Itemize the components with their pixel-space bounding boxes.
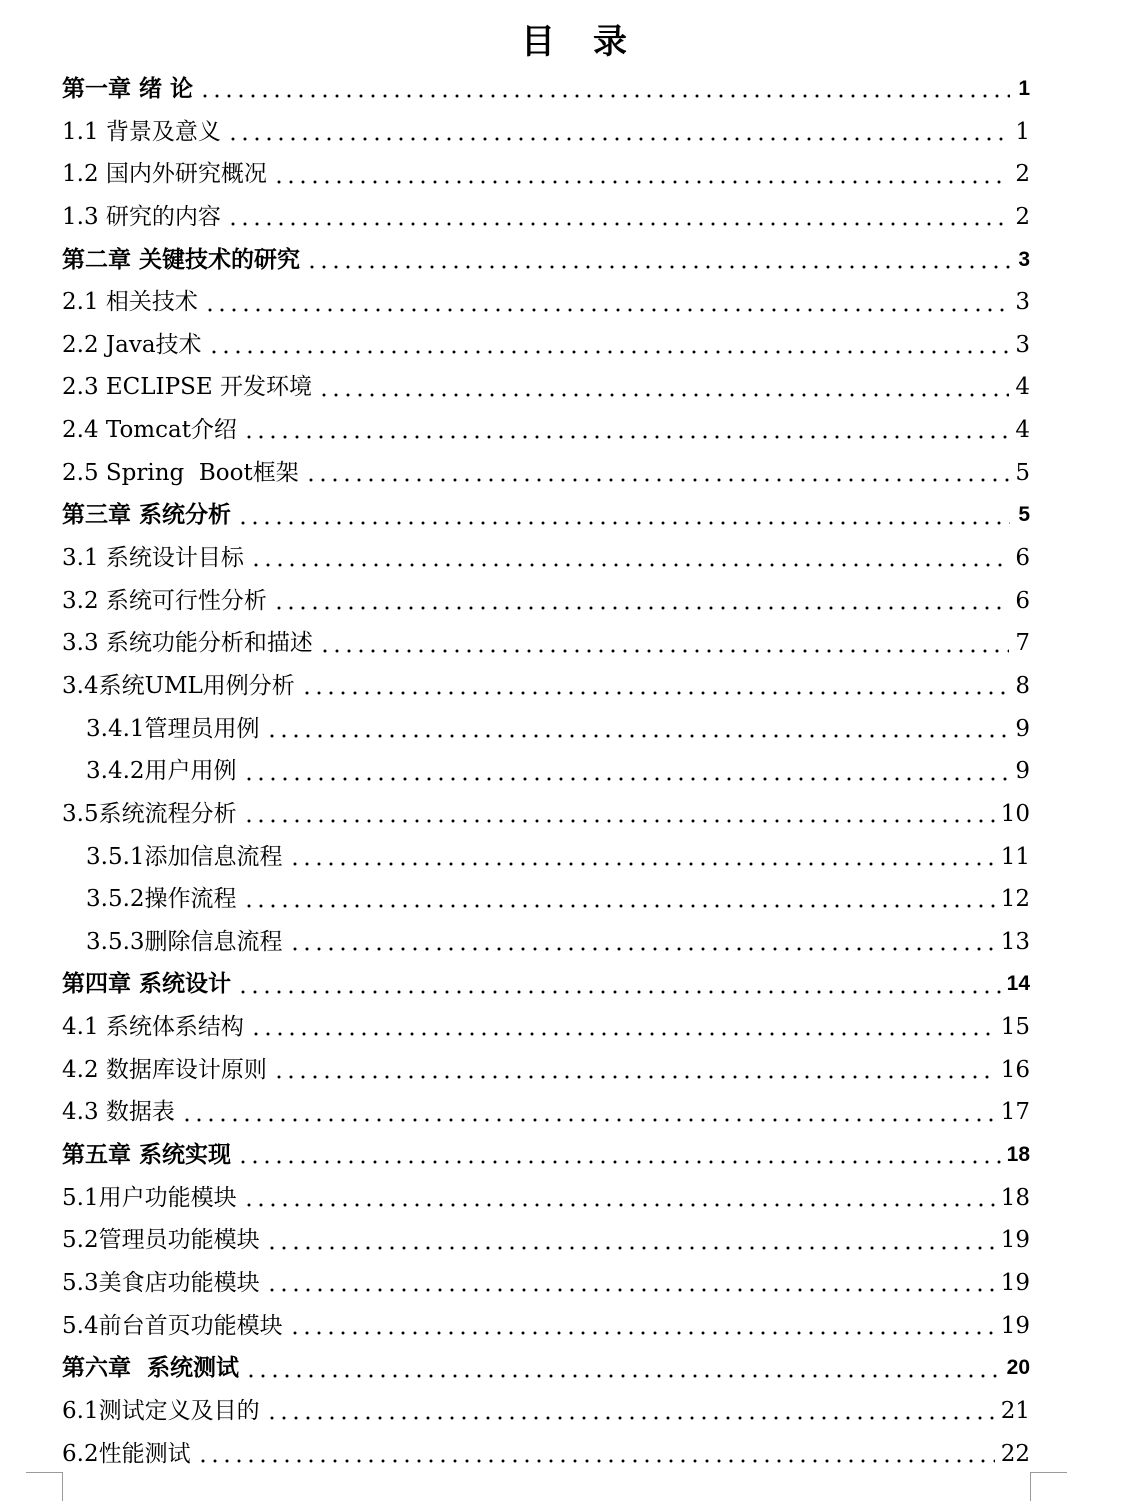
toc-entry[interactable] bbox=[62, 878, 1030, 921]
dot-leader bbox=[250, 563, 1009, 567]
dot-leader bbox=[243, 777, 1010, 781]
toc-entry-title: 3.5系统流程分析 bbox=[62, 800, 237, 827]
toc-entry-title: 3.4.2用户用例 bbox=[86, 758, 237, 785]
toc-entry-page: 10 bbox=[1000, 800, 1030, 827]
toc-entry-page: 6 bbox=[1015, 545, 1030, 572]
toc-entry[interactable] bbox=[62, 1091, 1030, 1134]
toc-entry[interactable] bbox=[62, 324, 1030, 367]
toc-entry-page: 8 bbox=[1015, 672, 1030, 699]
toc-entry[interactable] bbox=[62, 836, 1030, 879]
dot-leader bbox=[306, 265, 1010, 269]
toc-entry-page: 2 bbox=[1015, 203, 1030, 230]
dot-leader bbox=[266, 734, 1010, 738]
toc-entry[interactable] bbox=[62, 537, 1030, 580]
toc-entry[interactable] bbox=[62, 494, 1030, 537]
toc-entry-title: 2.5 Spring Boot框架 bbox=[62, 459, 299, 486]
toc-entry-title: 5.2管理员功能模块 bbox=[62, 1227, 260, 1254]
toc-entry-title: 1.2 国内外研究概况 bbox=[62, 161, 267, 188]
dot-leader bbox=[208, 350, 1010, 354]
toc-entry-title: 3.5.2操作流程 bbox=[86, 886, 237, 913]
toc-entry-page: 11 bbox=[1000, 843, 1030, 870]
toc-entry-title: 3.1 系统设计目标 bbox=[62, 545, 244, 572]
toc-entry-page: 7 bbox=[1015, 630, 1030, 657]
toc-entry-title: 3.2 系统可行性分析 bbox=[62, 587, 267, 614]
toc-entry[interactable] bbox=[62, 111, 1030, 154]
page-title: 目录 bbox=[521, 22, 665, 62]
toc-entry[interactable] bbox=[62, 921, 1030, 964]
toc-entry[interactable] bbox=[62, 196, 1030, 239]
toc-entry[interactable] bbox=[62, 708, 1030, 751]
dot-leader bbox=[237, 521, 1010, 525]
toc-entry-title: 第一章 绪 论 bbox=[62, 76, 194, 102]
toc-entry-title: 5.3美食店功能模块 bbox=[62, 1269, 260, 1296]
dot-leader bbox=[243, 435, 1009, 439]
toc-entry[interactable] bbox=[62, 409, 1030, 452]
toc-entry-page: 17 bbox=[1000, 1099, 1030, 1126]
toc-entry[interactable] bbox=[62, 1262, 1030, 1305]
toc-entry-title: 第三章 系统分析 bbox=[62, 502, 232, 529]
dot-leader bbox=[227, 137, 1009, 141]
dot-leader bbox=[289, 1331, 995, 1335]
toc-entry-page: 21 bbox=[1000, 1397, 1030, 1424]
toc-entry-page: 3 bbox=[1015, 331, 1030, 358]
toc-entry[interactable] bbox=[62, 750, 1030, 793]
table-of-contents bbox=[62, 68, 1030, 1475]
toc-entry-page: 13 bbox=[1000, 928, 1030, 955]
dot-leader bbox=[237, 1160, 1001, 1164]
toc-entry[interactable] bbox=[62, 1006, 1030, 1049]
dot-leader bbox=[273, 606, 1009, 610]
dot-leader bbox=[250, 1032, 995, 1036]
toc-entry-page: 4 bbox=[1015, 417, 1030, 444]
toc-entry-page: 5 bbox=[1018, 503, 1030, 527]
toc-entry-title: 5.4前台首页功能模块 bbox=[62, 1312, 283, 1339]
toc-entry[interactable] bbox=[62, 1177, 1030, 1220]
dot-leader bbox=[237, 990, 1001, 994]
toc-entry-page: 18 bbox=[1006, 1143, 1030, 1167]
toc-entry-title: 3.4系统UML用例分析 bbox=[62, 672, 295, 699]
toc-entry-page: 19 bbox=[1000, 1227, 1030, 1254]
dot-leader bbox=[273, 1075, 995, 1079]
toc-entry-page: 22 bbox=[1000, 1440, 1030, 1467]
toc-entry[interactable] bbox=[62, 665, 1030, 708]
dot-leader bbox=[289, 947, 995, 951]
toc-entry-title: 3.4.1管理员用例 bbox=[86, 715, 260, 742]
toc-entry[interactable] bbox=[62, 281, 1030, 324]
toc-entry-title: 4.3 数据表 bbox=[62, 1099, 175, 1126]
dot-leader bbox=[243, 819, 995, 823]
page-corner-mark-right bbox=[1030, 1472, 1067, 1501]
dot-leader bbox=[266, 1246, 995, 1250]
toc-entry[interactable] bbox=[62, 1433, 1030, 1476]
toc-entry-page: 19 bbox=[1000, 1269, 1030, 1296]
toc-entry-title: 5.1用户功能模块 bbox=[62, 1184, 237, 1211]
toc-entry-title: 第六章 系统测试 bbox=[62, 1355, 240, 1382]
toc-entry-page: 3 bbox=[1015, 289, 1030, 316]
dot-leader bbox=[319, 649, 1009, 653]
dot-leader bbox=[301, 691, 1010, 695]
dot-leader bbox=[273, 180, 1009, 184]
dot-leader bbox=[227, 222, 1009, 226]
toc-entry[interactable] bbox=[62, 68, 1030, 111]
dot-leader bbox=[243, 1203, 995, 1207]
toc-entry-title: 3.5.1添加信息流程 bbox=[86, 843, 283, 870]
toc-entry-title: 2.4 Tomcat介绍 bbox=[62, 417, 237, 444]
dot-leader bbox=[197, 1459, 995, 1463]
toc-entry-title: 2.2 Java技术 bbox=[62, 331, 202, 358]
toc-entry-title: 3.5.3删除信息流程 bbox=[86, 928, 283, 955]
toc-entry-page: 15 bbox=[1000, 1014, 1030, 1041]
toc-entry-page: 4 bbox=[1015, 374, 1030, 401]
toc-entry-page: 18 bbox=[1000, 1184, 1030, 1211]
toc-entry[interactable] bbox=[62, 1390, 1030, 1433]
toc-entry-page: 1 bbox=[1015, 118, 1030, 145]
dot-leader bbox=[289, 862, 995, 866]
toc-entry-title: 2.3 ECLIPSE 开发环境 bbox=[62, 374, 312, 401]
toc-entry-title: 第五章 系统实现 bbox=[62, 1142, 232, 1169]
toc-entry[interactable] bbox=[62, 1347, 1030, 1390]
toc-entry-page: 14 bbox=[1006, 972, 1030, 996]
toc-entry[interactable] bbox=[62, 1305, 1030, 1348]
toc-entry[interactable] bbox=[62, 1134, 1030, 1177]
toc-entry-title: 4.1 系统体系结构 bbox=[62, 1014, 244, 1041]
dot-leader bbox=[243, 904, 995, 908]
toc-entry-page: 12 bbox=[1000, 886, 1030, 913]
toc-entry-page: 9 bbox=[1015, 758, 1030, 785]
page-corner-mark-left bbox=[26, 1472, 63, 1501]
toc-entry-page: 9 bbox=[1015, 715, 1030, 742]
dot-leader bbox=[245, 1374, 1001, 1378]
toc-entry-title: 1.3 研究的内容 bbox=[62, 203, 221, 230]
toc-entry-title: 1.1 背景及意义 bbox=[62, 118, 221, 145]
toc-entry-page: 16 bbox=[1000, 1056, 1030, 1083]
toc-entry[interactable] bbox=[62, 963, 1030, 1006]
toc-entry-title: 6.1测试定义及目的 bbox=[62, 1397, 260, 1424]
toc-entry-title: 6.2性能测试 bbox=[62, 1440, 191, 1467]
toc-entry-page: 5 bbox=[1015, 459, 1030, 486]
toc-entry[interactable] bbox=[62, 366, 1030, 409]
dot-leader bbox=[305, 478, 1010, 482]
toc-entry[interactable] bbox=[62, 153, 1030, 196]
toc-entry-title: 第二章 关键技术的研究 bbox=[62, 246, 301, 273]
dot-leader bbox=[181, 1118, 995, 1122]
dot-leader bbox=[318, 393, 1009, 397]
toc-entry-title: 2.1 相关技术 bbox=[62, 289, 198, 316]
dot-leader bbox=[199, 94, 1010, 98]
toc-entry[interactable] bbox=[62, 622, 1030, 665]
toc-entry[interactable] bbox=[62, 1049, 1030, 1092]
toc-entry-page: 2 bbox=[1015, 161, 1030, 188]
toc-entry-page: 19 bbox=[1000, 1312, 1030, 1339]
dot-leader bbox=[266, 1288, 995, 1292]
dot-leader bbox=[204, 308, 1009, 312]
toc-entry-page: 1 bbox=[1018, 77, 1030, 100]
toc-entry-title: 第四章 系统设计 bbox=[62, 971, 232, 998]
toc-entry[interactable] bbox=[62, 452, 1030, 495]
toc-entry-page: 20 bbox=[1006, 1356, 1030, 1380]
toc-entry[interactable] bbox=[62, 793, 1030, 836]
toc-entry-title: 4.2 数据库设计原则 bbox=[62, 1056, 267, 1083]
toc-entry-page: 3 bbox=[1018, 247, 1030, 271]
dot-leader bbox=[266, 1416, 995, 1420]
toc-entry[interactable] bbox=[62, 580, 1030, 623]
toc-entry-title: 3.3 系统功能分析和描述 bbox=[62, 630, 313, 657]
toc-entry-page: 6 bbox=[1015, 587, 1030, 614]
toc-entry[interactable] bbox=[62, 1219, 1030, 1262]
toc-entry[interactable] bbox=[62, 239, 1030, 282]
